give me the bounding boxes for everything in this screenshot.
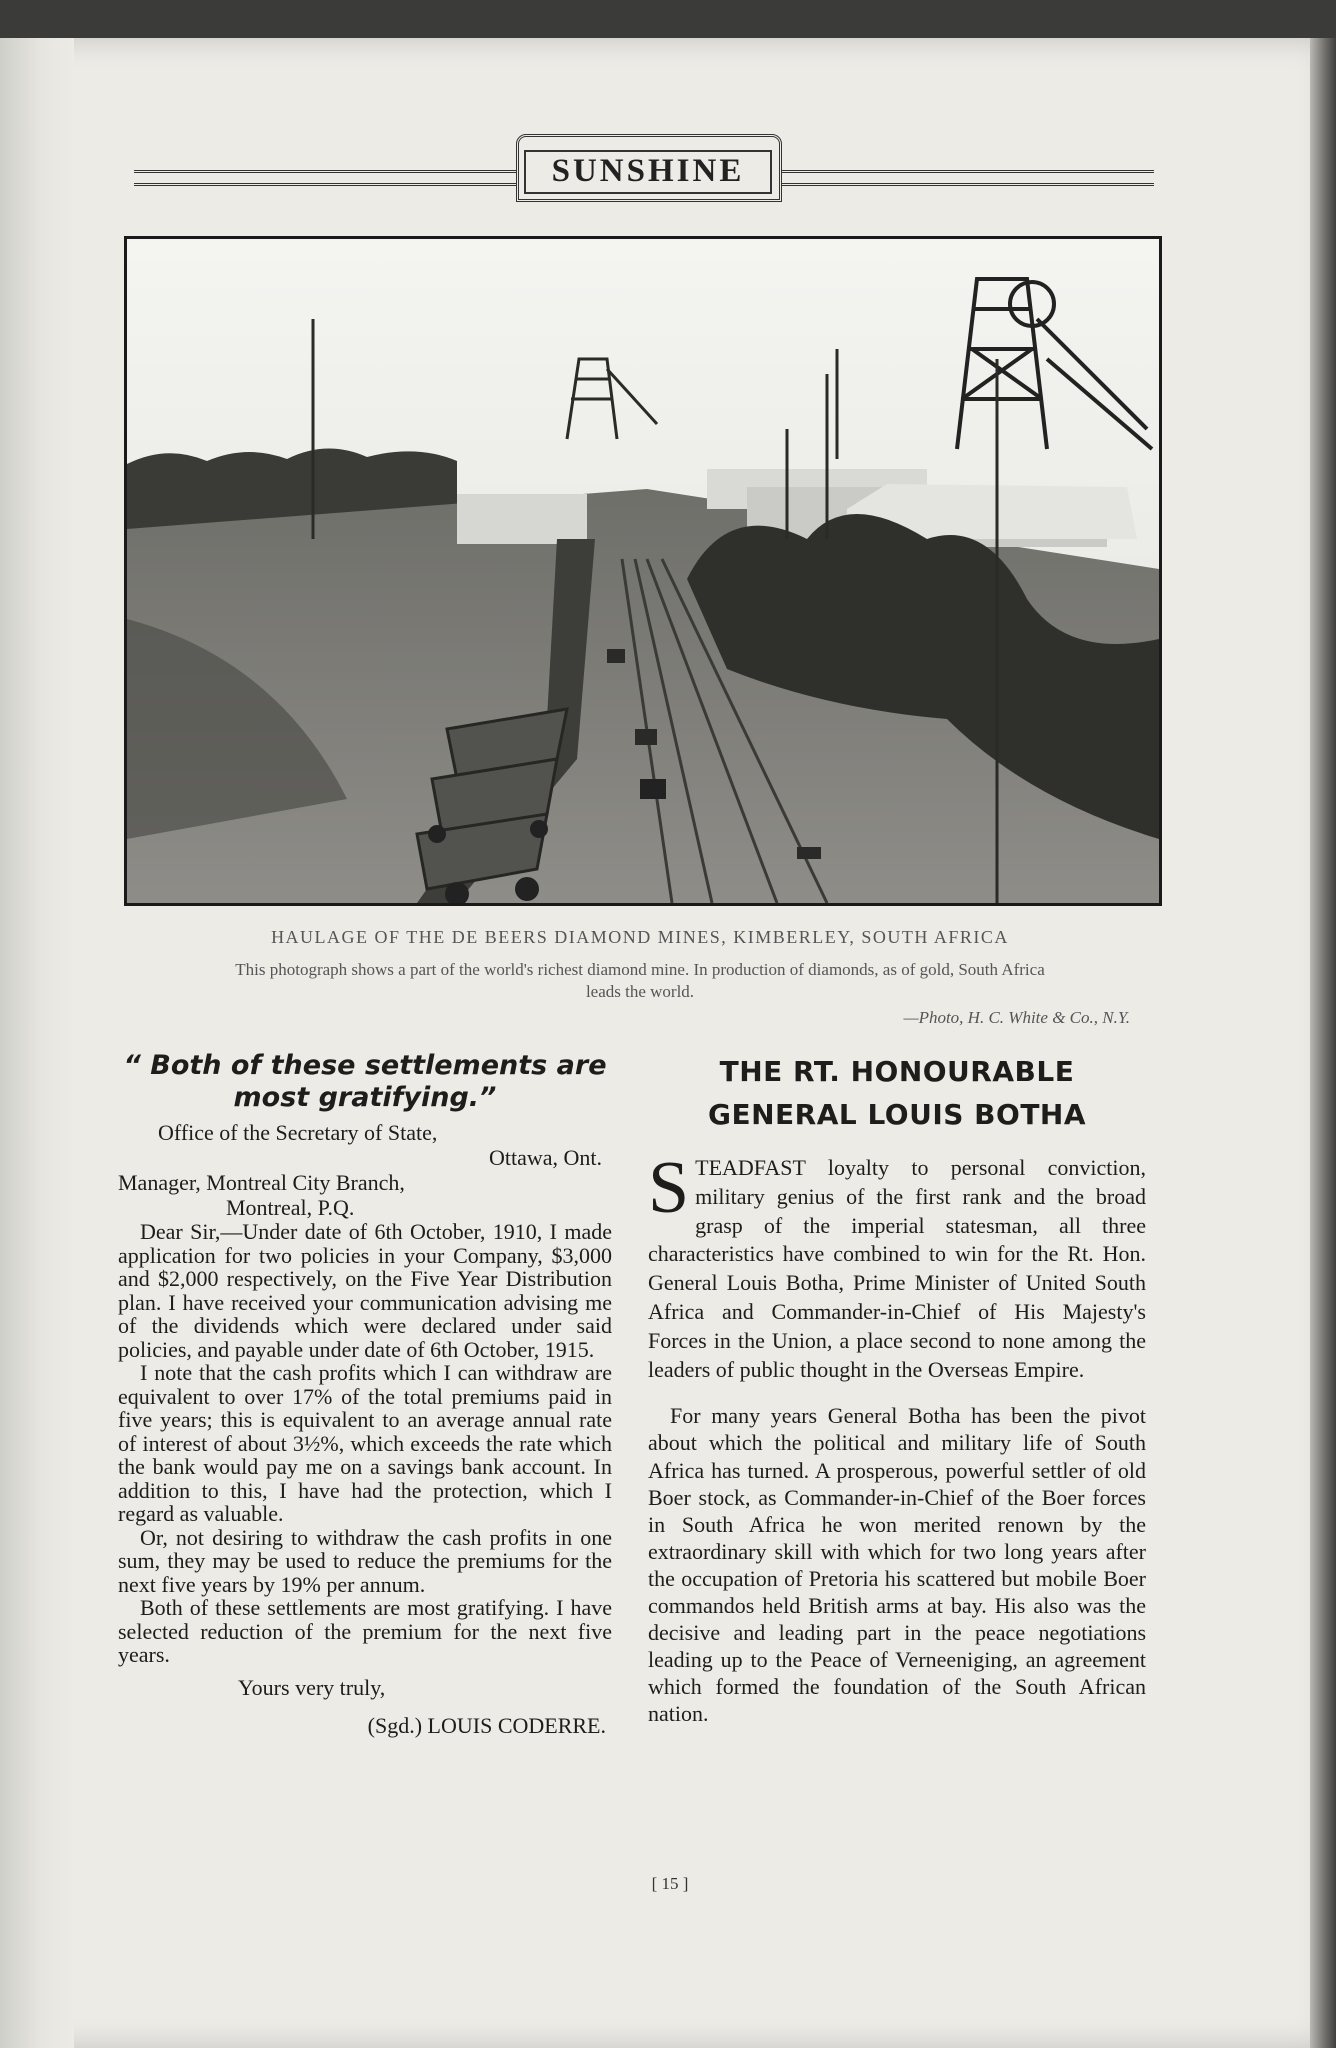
masthead-rule-right [772,170,1154,186]
photo-credit: —Photo, H. C. White & Co., N.Y. [903,1008,1130,1027]
scan-background [0,0,1336,40]
letter-from-city: Ottawa, Ont. [488,1145,602,1170]
masthead-rule-left [134,170,522,186]
letter-recipient: Manager, Montreal City Branch, [118,1170,405,1195]
letter-closing: Yours very truly, [238,1674,386,1700]
letter-paragraph: Dear Sir,—Under date of 6th October, 1910, I made application for two policies in your Company, $3,000 and $2,000 respectively, on the Five Year Distribution plan. I have received your communication advising me of the dividends which were declared under said policies, and payable under date of 6th October, 1915. [118,1219,612,1362]
page-edge [1310,38,1336,2048]
photo-caption-body: This photograph shows a part of the world's richest diamond mine. In production of diamonds, as of gold, South Africa leads the world. [235,960,1045,1001]
drop-cap: S [648,1147,690,1229]
letter-heading: “ Both of these settlements are most gratifying.” [123,1050,607,1113]
letter-paragraph: Or, not desiring to withdraw the cash profits in one sum, they may be used to reduce the premiums for the next five years by 19% per annum. [118,1524,612,1597]
letter-paragraph: I note that the cash profits which I can withdraw are equivalent to over 17% of the total premiums paid in five years; this is equivalent to an average annual rate of interest of about 3½%, which exceeds the rate which the bank would pay me on a savings bank account. In addition to this, I have had the protection, which I regard as valuable. [118,1360,612,1526]
page-number: [ 15 ] [651,1874,689,1893]
article-paragraph-text: TEADFAST loyalty to personal conviction, military genius of the first rank and the broad grasp of the imperial statesman, all three characteristics have combined to win for the Rt. Hon. General Louis Botha, Prime Minister of United South Africa and Commander-in-Chief of His Majesty's Forces in the Union, a place second to none among the leaders of public thought in the Overseas Empire. [648,1155,1146,1382]
testimonial-letter [118,1050,612,1739]
letter-body [118,1220,612,1667]
masthead-title: SUNSHINE [524,150,772,194]
letter-signature: (Sgd.) LOUIS CODERRE. [367,1712,606,1738]
mine-photograph-image [127,239,1159,903]
mine-photograph [124,236,1162,906]
page-gutter-shadow [0,38,74,2048]
article-heading [648,1050,1146,1136]
article-paragraph: For many years General Botha has been the pivot about which the political and military life of South Africa has turned. A prosperous, powerful settler of old Boer stock, as Commander-in-Chief of the Boer forces in South Africa he won merited renown by the extraordinary skill with which for two long years after the occupation of Pretoria his scattered but mobile Boer commandos held British arms at bay. His also was the decisive and leading part in the peace negotiations leading up to the Peace of Verneeniging, an agreement which formed the foundation of the South African nation. [648,1403,1146,1727]
article-heading-line2: GENERAL LOUIS BOTHA [707,1098,1087,1131]
letter-paragraph: Both of these settlements are most gratifying. I have selected reduction of the premium for the next five years. [118,1595,612,1667]
letter-from: Office of the Secretary of State, [158,1120,438,1145]
letter-recipient-city: Montreal, P.Q. [226,1195,355,1220]
photo-caption-heading: HAULAGE OF THE DE BEERS DIAMOND MINES, KIMBERLEY, SOUTH AFRICA [271,927,1009,947]
botha-article [648,1050,1146,1746]
article-heading-line1: THE RT. HONOURABLE [719,1055,1075,1088]
article-paragraph [648,1147,1146,1384]
